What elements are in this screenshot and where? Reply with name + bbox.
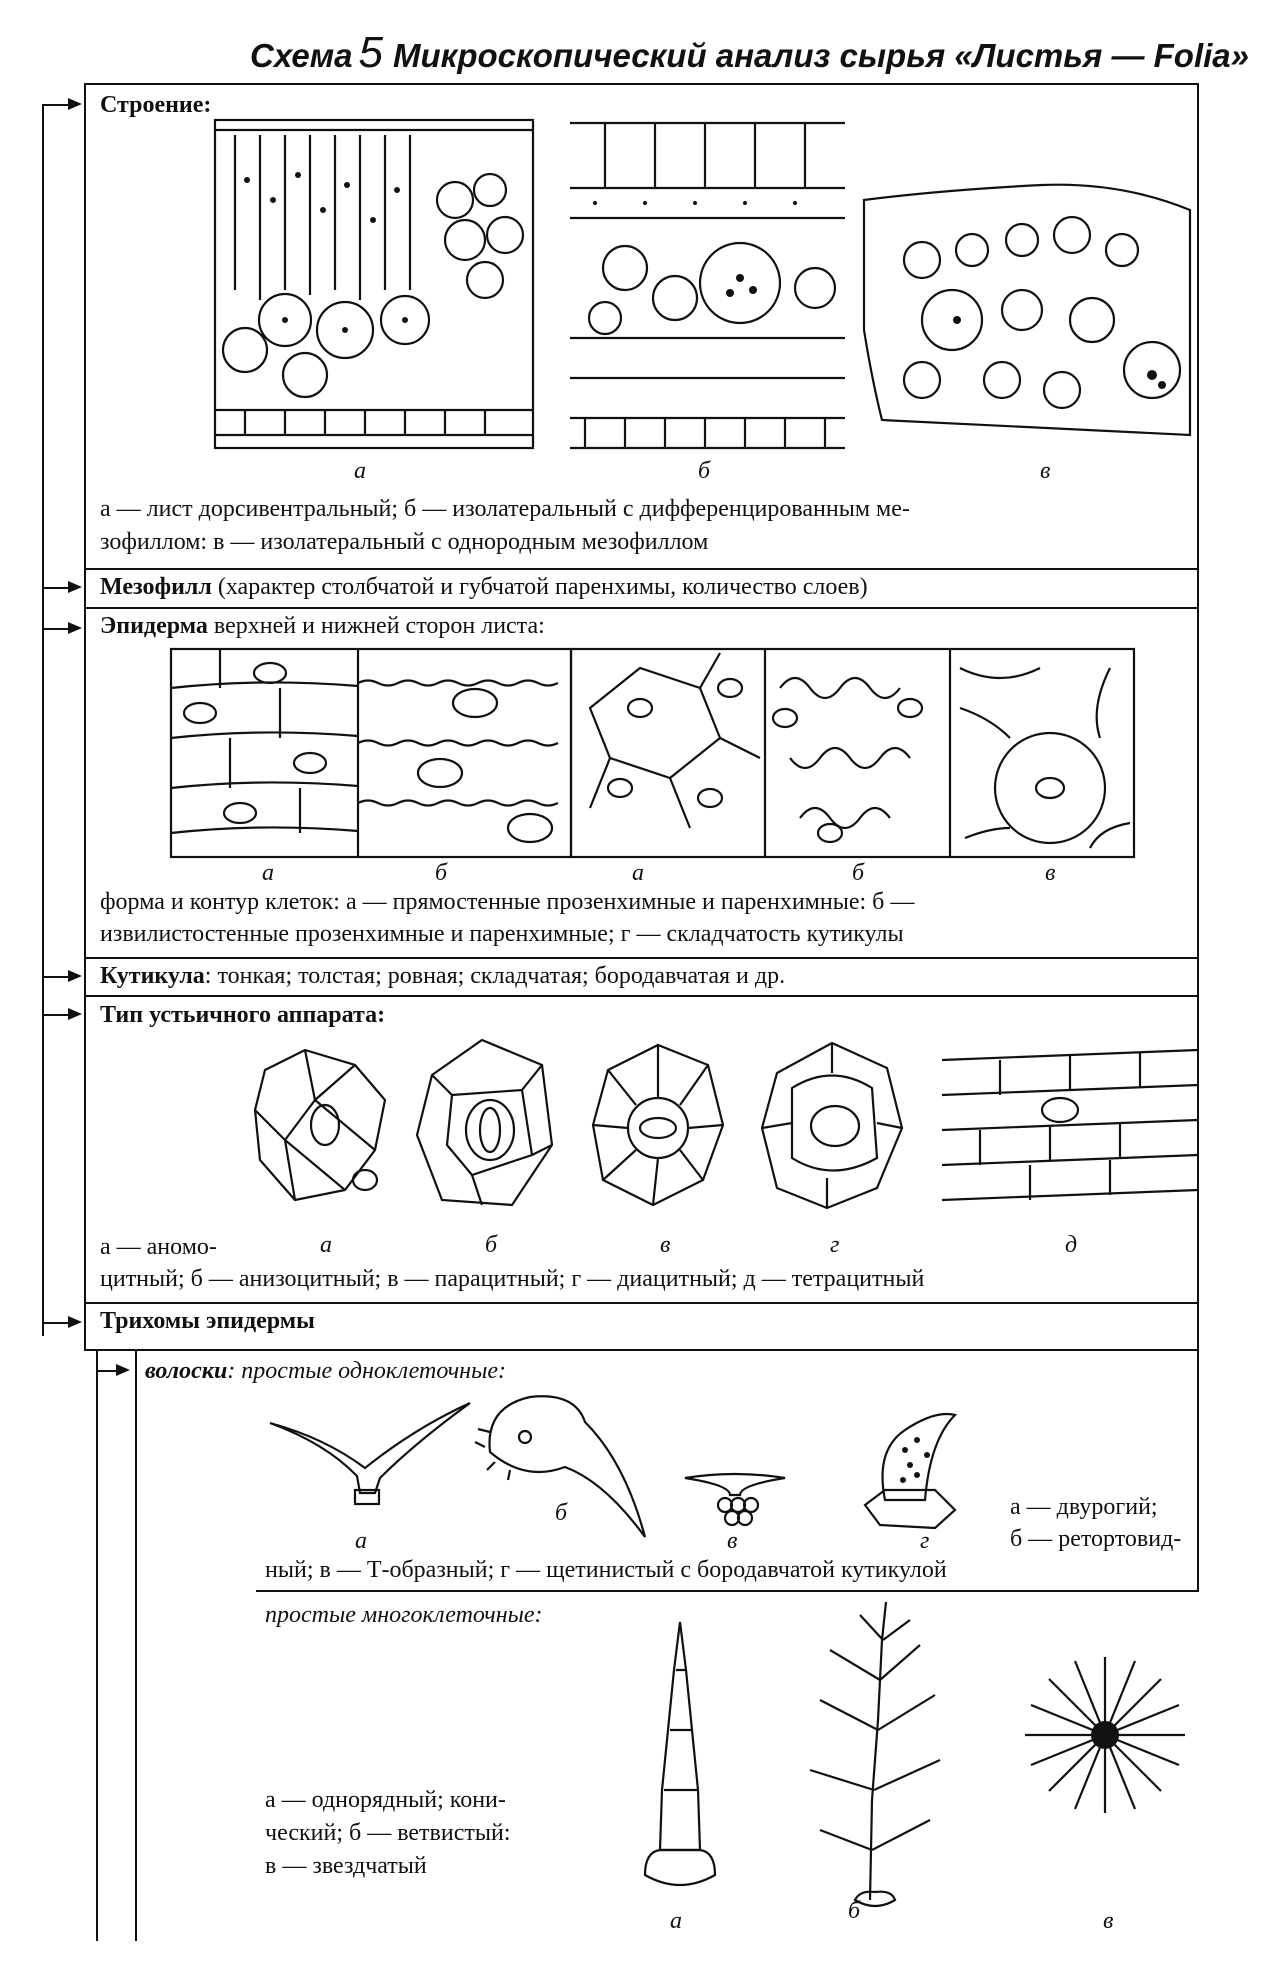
hairs-caption-right2: б — ретортовид- bbox=[1010, 1526, 1182, 1552]
hair-bristle bbox=[855, 1410, 975, 1530]
stomata-label-b: б bbox=[485, 1232, 498, 1258]
stomata-tetracytic bbox=[940, 1040, 1200, 1205]
structure-caption-line1: а — лист дорсивентральный; б — изолатеральный с дифференцированным ме- bbox=[100, 496, 910, 522]
stomata-paracytic bbox=[588, 1040, 728, 1210]
trichomes-heading: Трихомы эпидермы bbox=[100, 1308, 315, 1334]
stomata-label-g: г bbox=[830, 1232, 840, 1258]
page-title bbox=[250, 28, 1249, 78]
epidermis-label-v: в bbox=[1045, 860, 1056, 886]
divider-1 bbox=[84, 568, 1199, 570]
divider-3 bbox=[84, 957, 1199, 959]
hairs-multi-caption-line2: ческий; б — ветвистый: bbox=[265, 1820, 511, 1846]
stomata-caption-line2: цитный; б — анизоцитный; в — парацитный; г — диацитный; д — тетрацитный bbox=[100, 1266, 925, 1292]
hair-multi-label-b: б bbox=[848, 1898, 861, 1924]
epidermis-panel-right bbox=[570, 648, 1135, 858]
stomata-label-v: в bbox=[660, 1232, 671, 1258]
epidermis-text: верхней и нижней сторон листа: bbox=[213, 613, 545, 639]
hair-multi-label-v: в bbox=[1103, 1908, 1114, 1934]
arrow-stomata bbox=[68, 1008, 82, 1020]
epidermis-label-b2: б bbox=[852, 860, 865, 886]
divider-2 bbox=[84, 607, 1199, 609]
epidermis-heading: Эпидерма bbox=[100, 613, 208, 639]
structure-caption-line2: зофиллом: в — изолатеральный с однородным мезофиллом bbox=[100, 529, 709, 555]
hair-label-a: а bbox=[355, 1528, 367, 1554]
cuticle-text: : тонкая; толстая; ровная; складчатая; бородавчатая и др. bbox=[204, 963, 786, 989]
main-connector-line bbox=[42, 104, 44, 1336]
leaf-section-dorsiventral bbox=[215, 120, 535, 450]
hair-label-b: б bbox=[555, 1500, 568, 1526]
hairs-caption-line3: ный; в — Т-образный; г — щетинистый с бородавчатой кутикулой bbox=[265, 1557, 947, 1583]
trichome-branch-line bbox=[96, 1351, 98, 1941]
stomata-anisocytic bbox=[412, 1035, 562, 1215]
connector-hairs bbox=[96, 1370, 118, 1372]
hairs-multi-caption-line3: в — звездчатый bbox=[265, 1853, 427, 1879]
hair-branched bbox=[800, 1600, 950, 1915]
hair-label-g: г bbox=[920, 1528, 930, 1554]
hairs-caption-right1: а — двурогий; bbox=[1010, 1494, 1158, 1520]
hairs-single-heading bbox=[145, 1356, 506, 1386]
leaf-section-isolateral-differentiated bbox=[565, 118, 850, 453]
epidermis-caption-line1: форма и контур клеток: а — прямостенные прозенхимные и паренхимные: б — bbox=[100, 889, 915, 915]
stomata-heading: Тип устьичного аппарата: bbox=[100, 1002, 386, 1028]
mesophyll-text: (характер столбчатой и губчатой паренхимы, количество слоев) bbox=[217, 574, 868, 600]
arrow-structure bbox=[68, 98, 82, 110]
arrow-cuticle bbox=[68, 970, 82, 982]
stomata-anomocytic bbox=[245, 1040, 405, 1210]
structure-heading: Строение: bbox=[100, 92, 212, 118]
hairs-frame-right bbox=[1197, 1351, 1199, 1591]
hairs-multi-caption-line1: а — однорядный; кони- bbox=[265, 1787, 506, 1813]
arrow-trichomes bbox=[68, 1316, 82, 1328]
hairs-frame-left bbox=[135, 1351, 137, 1941]
arrow-hairs bbox=[116, 1364, 130, 1376]
title-text: Микроскопический анализ сырья «Листья — Folia» bbox=[392, 37, 1249, 74]
hair-stellate bbox=[1020, 1655, 1190, 1815]
hair-two-horned bbox=[265, 1398, 475, 1508]
structure-label-a: а bbox=[354, 458, 366, 484]
divider-4 bbox=[84, 995, 1199, 997]
arrow-mesophyll bbox=[68, 581, 82, 593]
hair-multi-label-a: а bbox=[670, 1908, 682, 1934]
stomata-diacytic bbox=[757, 1038, 907, 1213]
hairs-heading-bold: волоски bbox=[145, 1358, 228, 1384]
hairs-divider bbox=[256, 1590, 1199, 1592]
epidermis-label-a1: а bbox=[262, 860, 274, 886]
hair-t-shaped bbox=[680, 1470, 790, 1530]
cuticle-heading: Кутикула bbox=[100, 963, 205, 989]
arrow-epidermis bbox=[68, 622, 82, 634]
epidermis-panel-left bbox=[170, 648, 572, 858]
epidermis-row bbox=[100, 611, 545, 641]
structure-label-v: в bbox=[1040, 458, 1051, 484]
epidermis-label-b1: б bbox=[435, 860, 448, 886]
hair-uniseriate-conical bbox=[640, 1620, 720, 1905]
divider-5 bbox=[84, 1302, 1199, 1304]
stomata-label-d: д bbox=[1065, 1232, 1078, 1258]
mesophyll-row bbox=[100, 572, 868, 602]
hairs-multi-heading: простые многоклеточные: bbox=[265, 1602, 543, 1628]
stomata-label-a: а bbox=[320, 1232, 332, 1258]
epidermis-caption-line2: извилистостенные прозенхимные и паренхимные; г — складчатость кутикулы bbox=[100, 921, 904, 947]
leaf-section-isolateral-homogeneous bbox=[862, 180, 1192, 440]
title-number: 5 bbox=[358, 28, 383, 77]
hairs-heading-rest: : простые одноклеточные: bbox=[227, 1358, 506, 1384]
structure-label-b: б bbox=[698, 458, 711, 484]
title-prefix: Схема bbox=[250, 37, 353, 74]
mesophyll-heading: Мезофилл bbox=[100, 574, 212, 600]
stomata-caption-line1: а — аномо- bbox=[100, 1234, 217, 1260]
hair-label-v: в bbox=[727, 1528, 738, 1554]
epidermis-label-a2: а bbox=[632, 860, 644, 886]
cuticle-row bbox=[100, 961, 785, 991]
